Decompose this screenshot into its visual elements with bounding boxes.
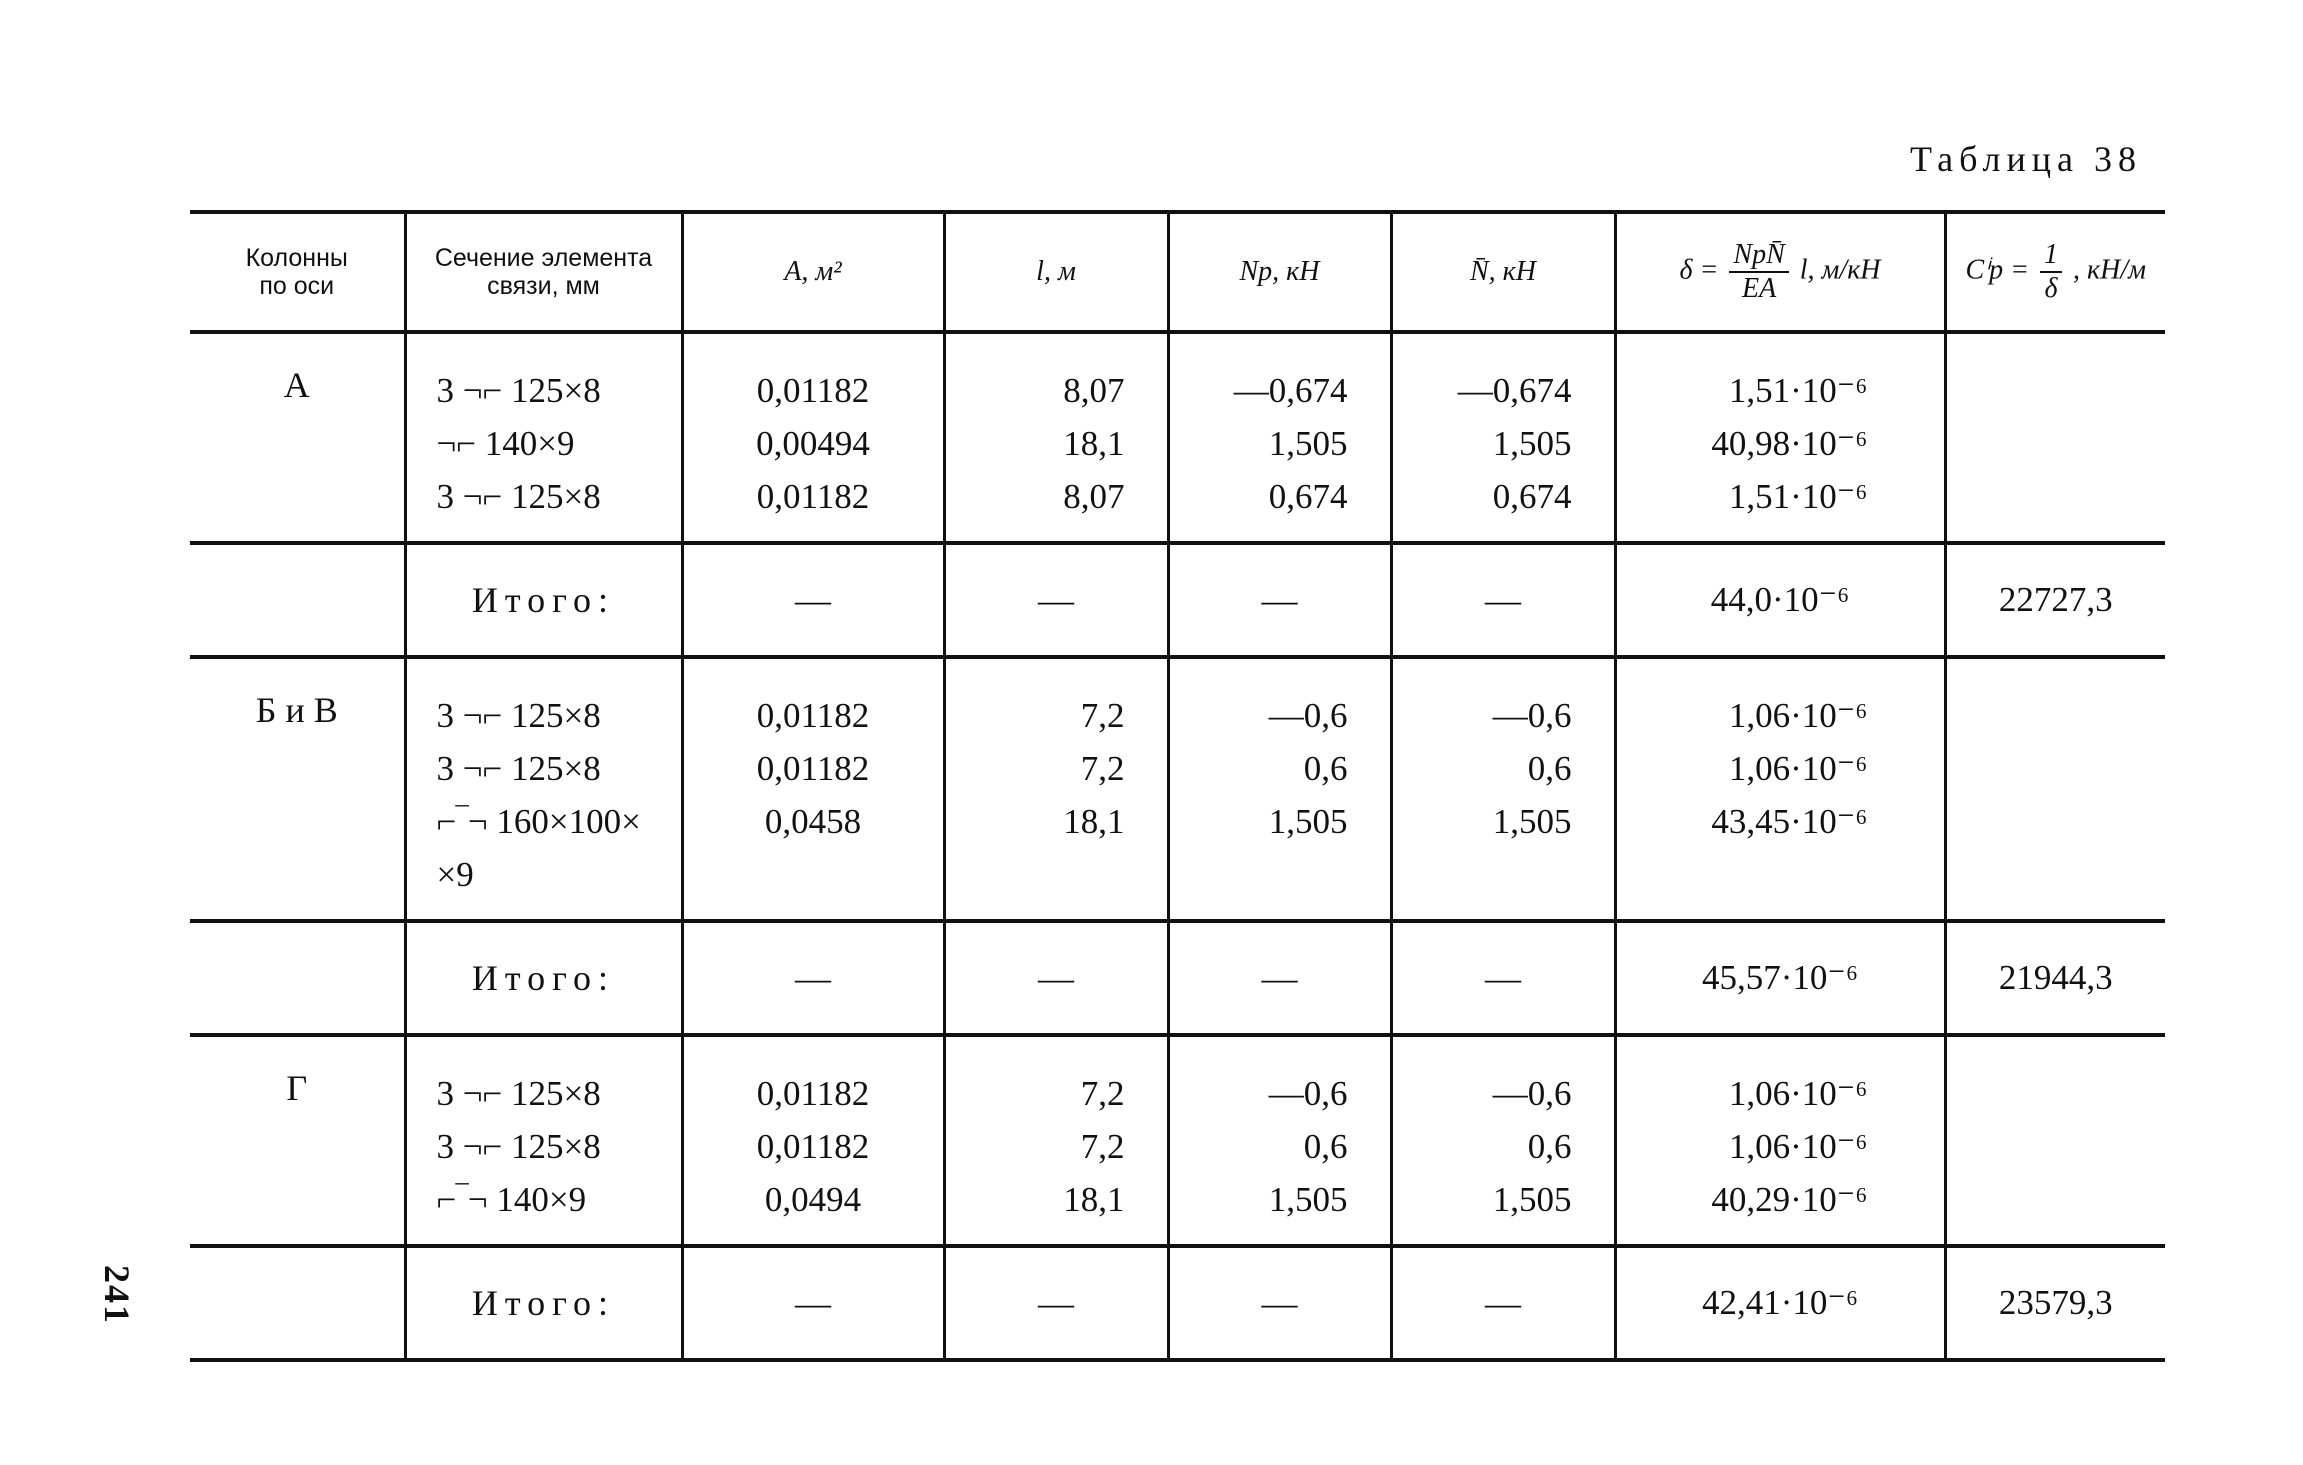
cell-line: 3 ¬⌐ 125×8 (436, 696, 601, 735)
nbar-cell (1391, 1035, 1615, 1246)
cell-line: —0,6 (1492, 696, 1572, 735)
total-dash: — (1391, 1246, 1615, 1360)
np-cell-lines (1170, 1067, 1348, 1226)
header-length: l, м (944, 212, 1168, 332)
cell-line: 1,505 (1492, 1180, 1572, 1219)
cell-line: 0,01182 (756, 1127, 870, 1166)
cell-line: 0,6 (1527, 1127, 1572, 1166)
cp-cell (1945, 332, 2165, 543)
cell-line: 1,06·10⁻⁶ (1728, 749, 1868, 788)
header-section-line2: связи, мм (487, 272, 600, 300)
cell-line: 0,01182 (756, 1074, 870, 1113)
np-cell-lines (1170, 689, 1348, 901)
axis-cell: Г (190, 1035, 405, 1246)
cell-line: 0,674 (1268, 477, 1348, 516)
cell-line (1170, 848, 1348, 901)
cell-line: 3 ¬⌐ 125×8 (436, 1127, 601, 1166)
section-cell (405, 332, 682, 543)
header-section (405, 212, 682, 332)
page-number: 241 (97, 1265, 137, 1325)
np-cell (1168, 332, 1391, 543)
cell-line: 8,07 (1063, 477, 1125, 516)
cell-line: 1,505 (1492, 424, 1572, 463)
total-label: Итого: (405, 921, 682, 1035)
cell-line: ¬⌐ 140×9 (436, 424, 575, 463)
header-axis (190, 212, 405, 332)
delta-cell-lines (1617, 364, 1868, 523)
cell-line: 0,01182 (756, 749, 870, 788)
total-dash: — (682, 921, 944, 1035)
cell-line: 3 ¬⌐ 125×8 (436, 371, 601, 410)
delta-rhs: l, м/кН (1799, 254, 1881, 286)
data-table (190, 210, 2165, 1362)
cell-line: 3 ¬⌐ 125×8 (436, 749, 601, 788)
total-cp: 23579,3 (1945, 1246, 2165, 1360)
group-row (190, 332, 2165, 543)
header-axis-line1: Колонны (245, 244, 348, 272)
cp-fraction (2040, 239, 2062, 305)
cell-line: —0,6 (1268, 696, 1348, 735)
length-cell-lines (946, 1067, 1125, 1226)
cell-line: ⌐‾¬ 140×9 (436, 1180, 587, 1219)
cell-line: 0,0494 (764, 1180, 862, 1219)
cell-line: —0,674 (1457, 371, 1572, 410)
delta-denominator: EA (1741, 273, 1777, 304)
cell-line: 0,01182 (756, 371, 870, 410)
header-row (190, 212, 2165, 332)
total-dash: — (944, 543, 1168, 657)
total-row (190, 543, 2165, 657)
length-cell-lines (946, 689, 1125, 901)
total-dash: — (944, 1246, 1168, 1360)
header-nbar: N̄, кН (1391, 212, 1615, 332)
cell-line: —0,6 (1268, 1074, 1348, 1113)
total-label: Итого: (405, 543, 682, 657)
cell-line: ×9 (436, 855, 474, 894)
total-dash: — (1391, 921, 1615, 1035)
length-cell (944, 657, 1168, 921)
np-cell-lines (1170, 364, 1348, 523)
length-cell (944, 1035, 1168, 1246)
header-axis-line2: по оси (259, 272, 335, 300)
cell-line: 18,1 (1063, 424, 1125, 463)
nbar-cell (1391, 332, 1615, 543)
cp-cell (1945, 1035, 2165, 1246)
axis-cell: А (190, 332, 405, 543)
cell-line: 0,6 (1527, 749, 1572, 788)
header-area: A, м² (682, 212, 944, 332)
cell-line (946, 848, 1125, 901)
total-cp: 22727,3 (1945, 543, 2165, 657)
delta-cell-lines (1617, 1067, 1868, 1226)
total-empty-cell (190, 921, 405, 1035)
header-delta (1615, 212, 1945, 332)
cell-line: —0,6 (1492, 1074, 1572, 1113)
delta-lhs: δ = (1679, 254, 1719, 286)
delta-cell (1615, 657, 1945, 921)
group-row (190, 1035, 2165, 1246)
total-dash: — (682, 1246, 944, 1360)
axis-cell: Б и В (190, 657, 405, 921)
cell-line: ⌐‾¬ 160×100× (436, 802, 641, 841)
cell-line: 0,01182 (756, 477, 870, 516)
area-cell-lines (684, 1067, 943, 1226)
section-cell-lines (437, 1067, 681, 1226)
section-cell-lines (437, 364, 681, 523)
section-cell-lines (437, 689, 681, 901)
total-row (190, 1246, 2165, 1360)
cell-line: 1,51·10⁻⁶ (1728, 477, 1868, 516)
cell-line: 7,2 (1080, 1074, 1125, 1113)
cp-cell (1945, 657, 2165, 921)
area-cell (682, 1035, 944, 1246)
area-cell-lines (684, 689, 943, 901)
total-dash: — (944, 921, 1168, 1035)
cp-denominator: δ (2044, 273, 2058, 304)
cell-line (1393, 848, 1572, 901)
header-section-line1: Сечение элемента (434, 244, 653, 272)
cell-line: 0,00494 (756, 424, 870, 463)
delta-fraction (1729, 239, 1788, 305)
cell-line: 8,07 (1063, 371, 1125, 410)
total-empty-cell (190, 543, 405, 657)
nbar-cell-lines (1393, 1067, 1572, 1226)
cell-line: 1,06·10⁻⁶ (1728, 1127, 1868, 1166)
cp-numerator: 1 (2040, 239, 2062, 273)
cell-line: 7,2 (1080, 696, 1125, 735)
cell-line: 0,674 (1492, 477, 1572, 516)
cp-rhs: , кН/м (2073, 254, 2147, 286)
cell-line: 1,06·10⁻⁶ (1728, 1074, 1868, 1113)
area-cell-lines (684, 364, 943, 523)
cp-lhs: Cⁱр = (1965, 254, 2030, 286)
cell-line: 3 ¬⌐ 125×8 (436, 477, 601, 516)
cell-line: 1,51·10⁻⁶ (1728, 371, 1868, 410)
table-caption: Таблица 38 (1910, 139, 2142, 179)
cell-line: 0,6 (1303, 1127, 1348, 1166)
cell-line: 1,505 (1268, 424, 1348, 463)
cell-line: 1,505 (1492, 802, 1572, 841)
total-label: Итого: (405, 1246, 682, 1360)
cell-line: 3 ¬⌐ 125×8 (436, 1074, 601, 1113)
header-np: Nр, кН (1168, 212, 1391, 332)
np-cell (1168, 1035, 1391, 1246)
cell-line: 18,1 (1063, 802, 1125, 841)
section-cell (405, 1035, 682, 1246)
total-dash: — (1168, 1246, 1391, 1360)
cell-line: 7,2 (1080, 749, 1125, 788)
cell-line: 0,6 (1303, 749, 1348, 788)
cell-line: 43,45·10⁻⁶ (1711, 802, 1868, 841)
header-cp (1945, 212, 2165, 332)
cell-line: 18,1 (1063, 1180, 1125, 1219)
total-cp: 21944,3 (1945, 921, 2165, 1035)
total-row (190, 921, 2165, 1035)
delta-cell (1615, 332, 1945, 543)
cell-line (684, 848, 943, 901)
total-empty-cell (190, 1246, 405, 1360)
total-dash: — (1391, 543, 1615, 657)
area-cell (682, 657, 944, 921)
cell-line: 7,2 (1080, 1127, 1125, 1166)
cell-line: 40,98·10⁻⁶ (1711, 424, 1868, 463)
delta-numerator: NрN̄ (1729, 239, 1788, 273)
total-delta: 44,0·10⁻⁶ (1615, 543, 1945, 657)
table-body (190, 332, 2165, 1360)
delta-cell-lines (1617, 689, 1868, 901)
nbar-cell (1391, 657, 1615, 921)
length-cell (944, 332, 1168, 543)
cell-line (1617, 848, 1868, 901)
delta-cell (1615, 1035, 1945, 1246)
total-delta: 45,57·10⁻⁶ (1615, 921, 1945, 1035)
cell-line: 1,06·10⁻⁶ (1728, 696, 1868, 735)
cell-line: 0,0458 (764, 802, 862, 841)
group-row (190, 657, 2165, 921)
cell-line: 1,505 (1268, 802, 1348, 841)
nbar-cell-lines (1393, 364, 1572, 523)
cell-line: 0,01182 (756, 696, 870, 735)
cell-line: —0,674 (1233, 371, 1348, 410)
total-delta: 42,41·10⁻⁶ (1615, 1246, 1945, 1360)
total-dash: — (1168, 921, 1391, 1035)
np-cell (1168, 657, 1391, 921)
total-dash: — (1168, 543, 1391, 657)
section-cell (405, 657, 682, 921)
total-dash: — (682, 543, 944, 657)
cell-line: 40,29·10⁻⁶ (1711, 1180, 1868, 1219)
area-cell (682, 332, 944, 543)
nbar-cell-lines (1393, 689, 1572, 901)
cell-line: 1,505 (1268, 1180, 1348, 1219)
length-cell-lines (946, 364, 1125, 523)
